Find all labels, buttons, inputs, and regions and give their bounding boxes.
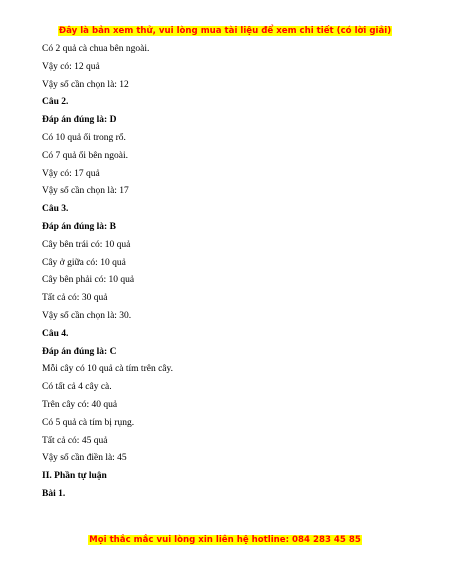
text-line: Vậy số cần điền là: 45 (42, 453, 127, 464)
text-line: Vậy số cần chọn là: 30. (42, 310, 132, 321)
exercise-heading: Bài 1. (42, 488, 66, 499)
answer-key: Đáp án đúng là: C (42, 346, 117, 357)
text-line: Có tất cả 4 cây cà. (42, 382, 112, 393)
text-line: Có 2 quả cà chua bên ngoài. (42, 44, 150, 54)
text-line: Tất cả có: 45 quả (42, 435, 108, 446)
text-line: Có 5 quả cà tím bị rụng. (42, 417, 135, 428)
hotline-footer-banner (0, 535, 450, 545)
text-line: Cây bên phải có: 10 quả (42, 275, 135, 286)
text-line: Mỗi cây có 10 quả cà tím trên cây. (42, 364, 174, 375)
preview-notice-text: Đây là bản xem thử, vui lòng mua tài liệu để xem chi tiết (có lời giải) (58, 26, 392, 36)
answer-key: Đáp án đúng là: B (42, 221, 116, 232)
text-line: Vậy có: 17 quả (42, 168, 100, 179)
answer-key: Đáp án đúng là: D (42, 115, 117, 126)
text-line: Có 10 quả ổi trong rổ. (42, 132, 126, 143)
text-line: Vậy số cần chọn là: 12 (42, 79, 129, 90)
text-line: Vậy có: 12 quả (42, 61, 100, 72)
text-line: Cây ở giữa có: 10 quả (42, 257, 126, 268)
text-line: Tất cả có: 30 quả (42, 293, 108, 304)
document-body (42, 41, 422, 504)
hotline-footer-text: Mọi thắc mắc vui lòng xin liên hệ hotline: 084 283 45 85 (89, 535, 361, 545)
question-heading: Câu 3. (42, 204, 69, 215)
text-line: Vậy số cần chọn là: 17 (42, 186, 129, 197)
preview-notice-banner (0, 26, 450, 36)
text-line: Có 7 quả ổi bên ngoài. (42, 150, 129, 161)
text-line: Trên cây có: 40 quả (42, 399, 118, 410)
text-line: Cây bên trái có: 10 quả (42, 239, 131, 250)
question-heading: Câu 2. (42, 97, 69, 108)
question-heading: Câu 4. (42, 328, 69, 339)
section-heading: II. Phần tự luận (42, 471, 107, 482)
